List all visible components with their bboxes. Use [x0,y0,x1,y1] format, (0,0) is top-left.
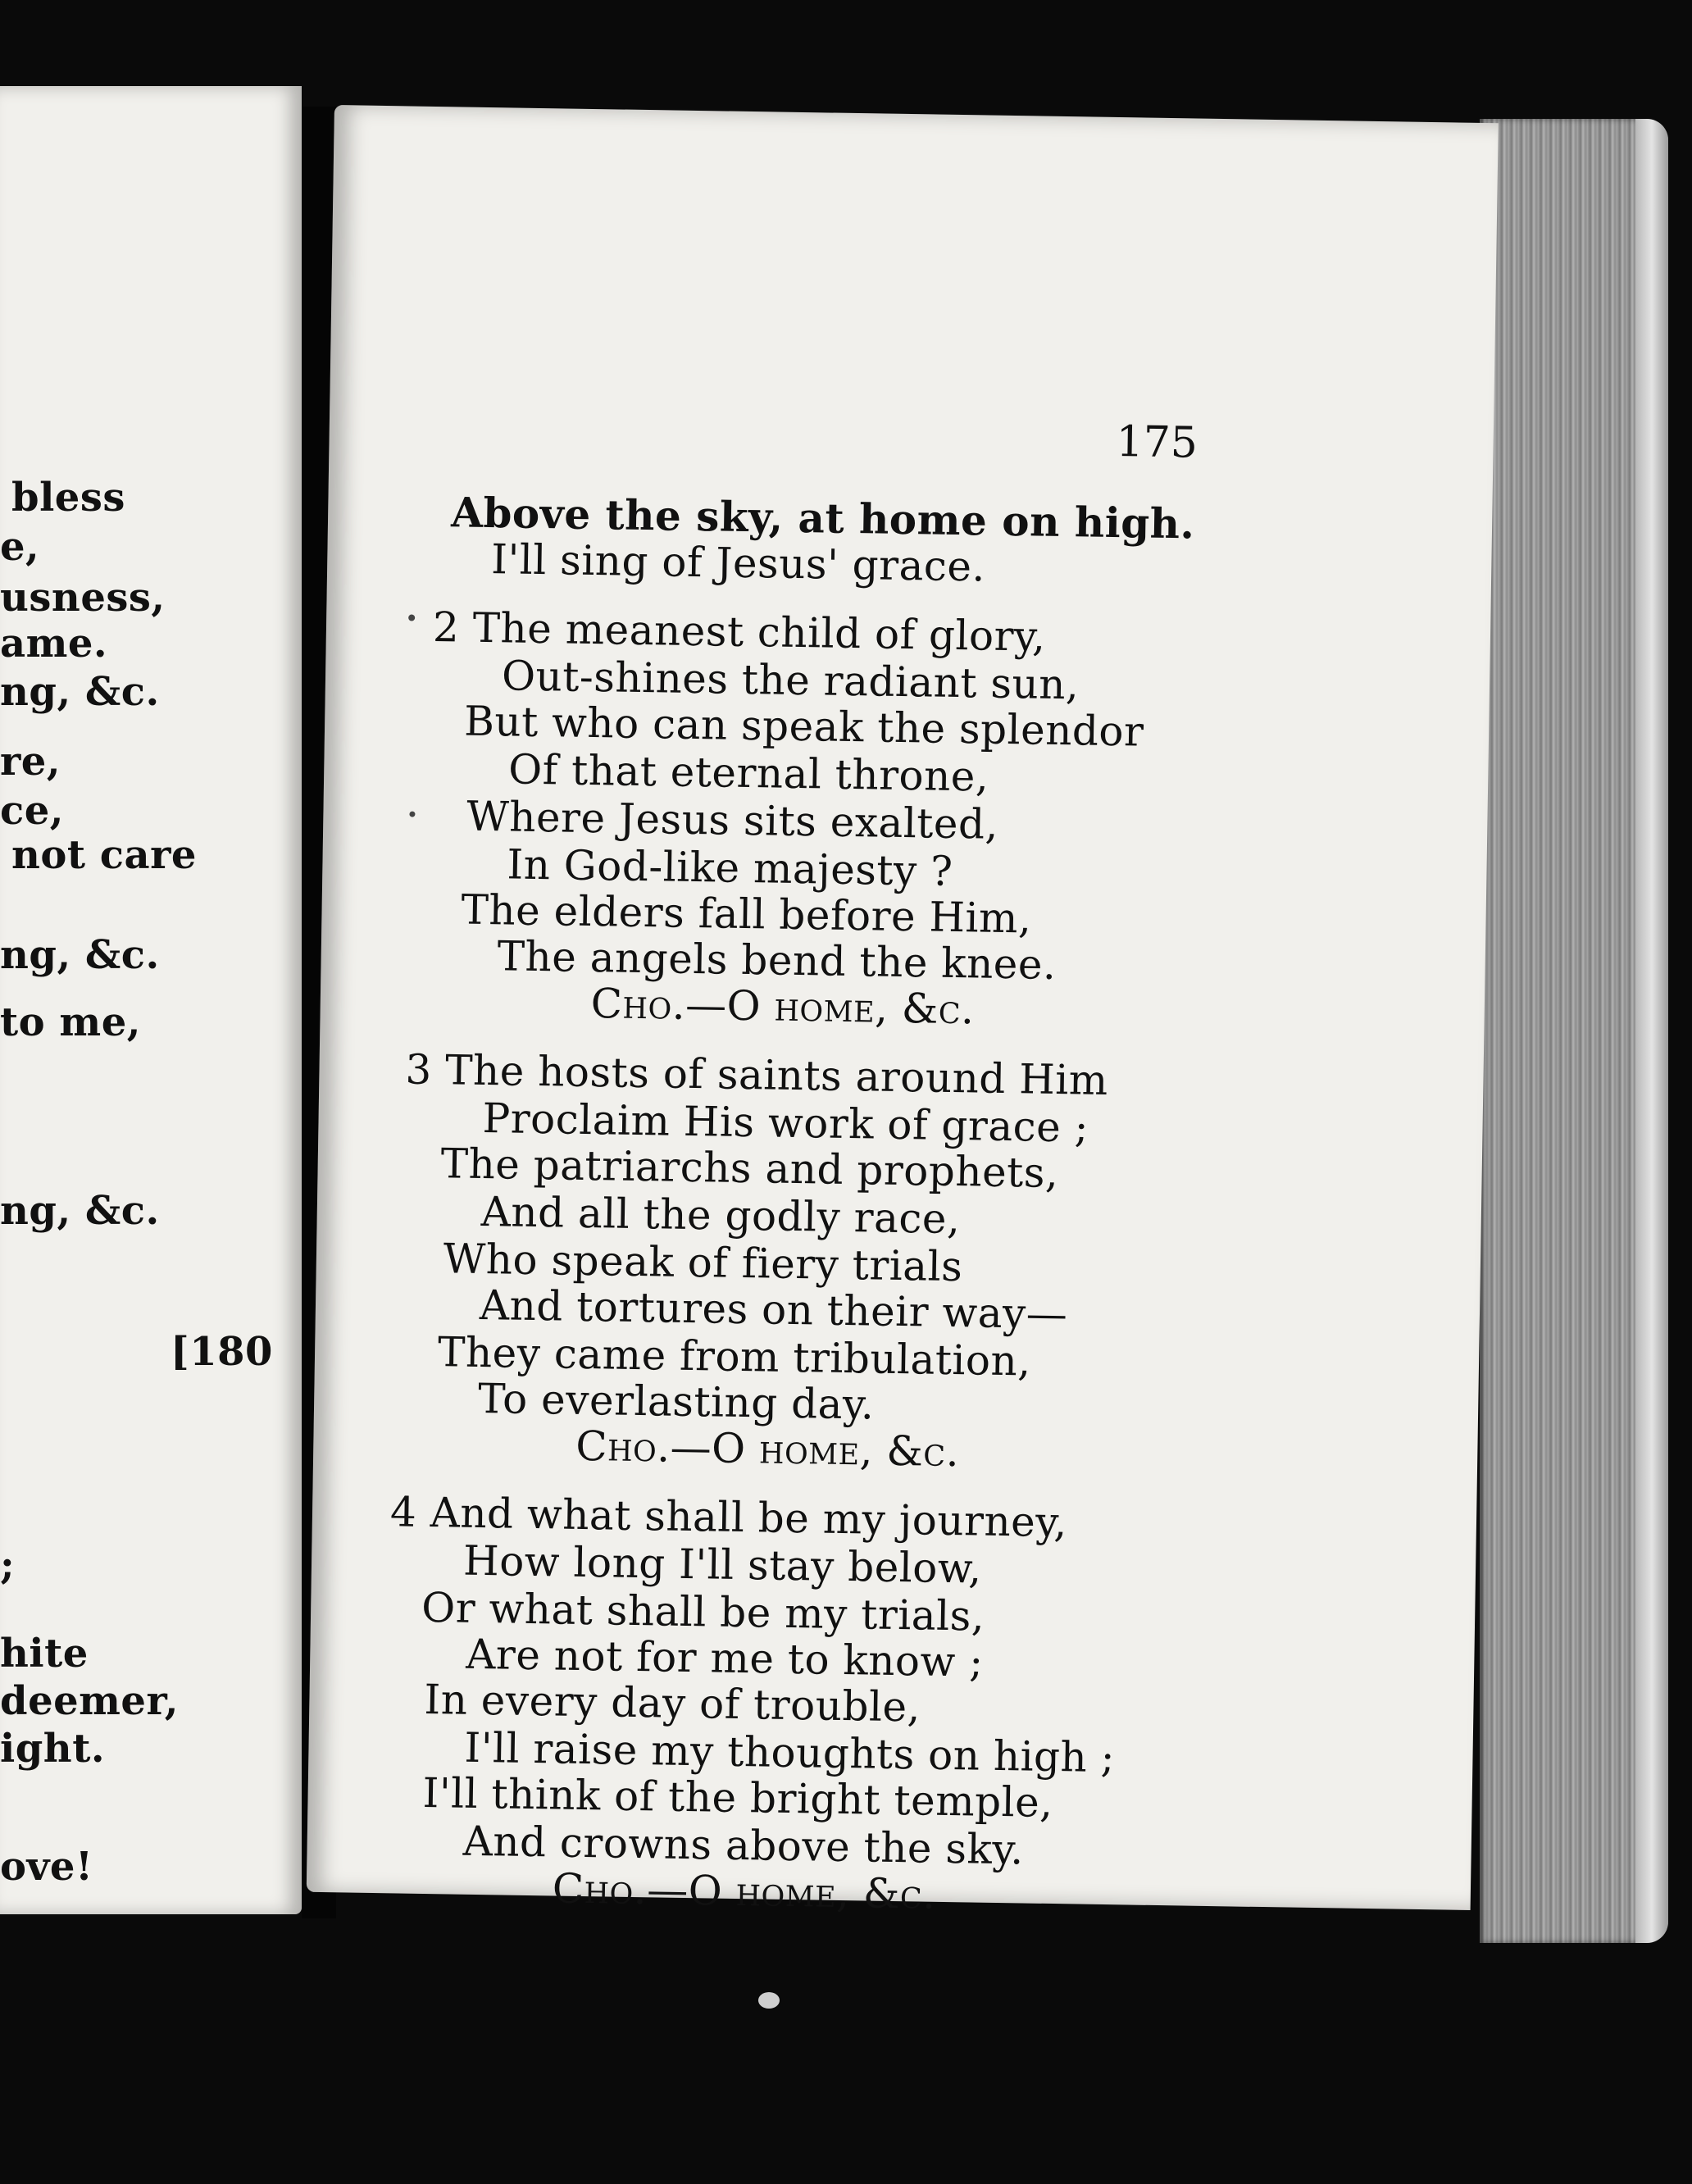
left-fragment: ; [0,1542,16,1588]
left-fragment: hite [0,1631,89,1677]
chorus-line: Cho.—O home, &c. [575,1422,960,1476]
hymn-line: 2 The meanest child of glory, [432,603,1046,661]
hymn-line: And crowns above the sky. [462,1817,1025,1874]
hymn-line: And tortures on their way— [479,1281,1068,1339]
left-fragment: to me, [0,999,141,1045]
left-fragment: e, [0,524,40,570]
hymn-line: And all the godly race, [480,1187,961,1244]
left-fragment: ng, &c. [0,932,160,978]
left-fragment: usness, [0,575,166,621]
hymn-line: In every day of trouble, [424,1675,921,1731]
hymn-line: The angels bend the knee. [497,932,1057,989]
hymn-line: The elders fall before Him, [461,885,1032,943]
right-page [307,105,1499,1918]
hymn-line: Out-shines the radiant sun, [501,652,1080,709]
page-number: 175 [1116,417,1198,468]
hymn-line: 4 And what shall be my journey, [389,1488,1068,1547]
hymn-line: Proclaim His work of grace ; [482,1094,1089,1152]
left-fragment: ove! [0,1844,93,1890]
hymn-line: Where Jesus sits exalted, [466,792,999,849]
chorus-line: Cho.—O home, &c. [590,980,976,1034]
hymn-line: I'll think of the bright temple, [422,1768,1054,1827]
left-fragment: not care [11,832,197,878]
left-fragment: bless [11,475,125,521]
left-fragment: ng, &c. [0,1188,160,1234]
hymn-line: I'll raise my thoughts on high ; [464,1723,1116,1782]
left-fragment: ame. [0,621,108,667]
left-fragment: re, [0,739,61,785]
hymn-line: Of that eternal throne, [507,745,989,801]
page-edges [1480,119,1668,1943]
hymn-line: Are not for me to know ; [465,1630,985,1686]
left-fragment: ce, [0,788,64,834]
left-fragment: deemer, [0,1678,179,1724]
left-fragment: ight. [0,1726,106,1772]
hymn-line: The patriarchs and prophets, [440,1140,1059,1198]
chorus-line: Cho.—O home, &c. [552,1864,937,1918]
hymn-line: 3 The hosts of saints around Him [405,1045,1109,1104]
left-fragment: ng, &c. [0,669,160,715]
hymn-line: In God-like majesty ? [507,840,953,895]
hymn-line: Or what shall be my trials, [421,1583,985,1640]
hymn-line: I'll sing of Jesus' grace. [490,535,986,591]
hymn-line: Above the sky, at home on high. [450,488,1195,548]
left-fragment: [180 [171,1329,273,1375]
hymn-line: How long I'll stay below, [462,1536,983,1593]
hymn-line: They came from tribulation, [437,1328,1032,1385]
hymn-line: Who speak of fiery trials [443,1235,963,1291]
bottom-speck [758,1992,780,2009]
hymn-line: To everlasting day. [477,1374,875,1429]
hymn-line: But who can speak the splendor [463,697,1144,756]
print-speck [408,614,415,621]
left-page [0,86,302,1914]
print-speck [409,812,415,817]
